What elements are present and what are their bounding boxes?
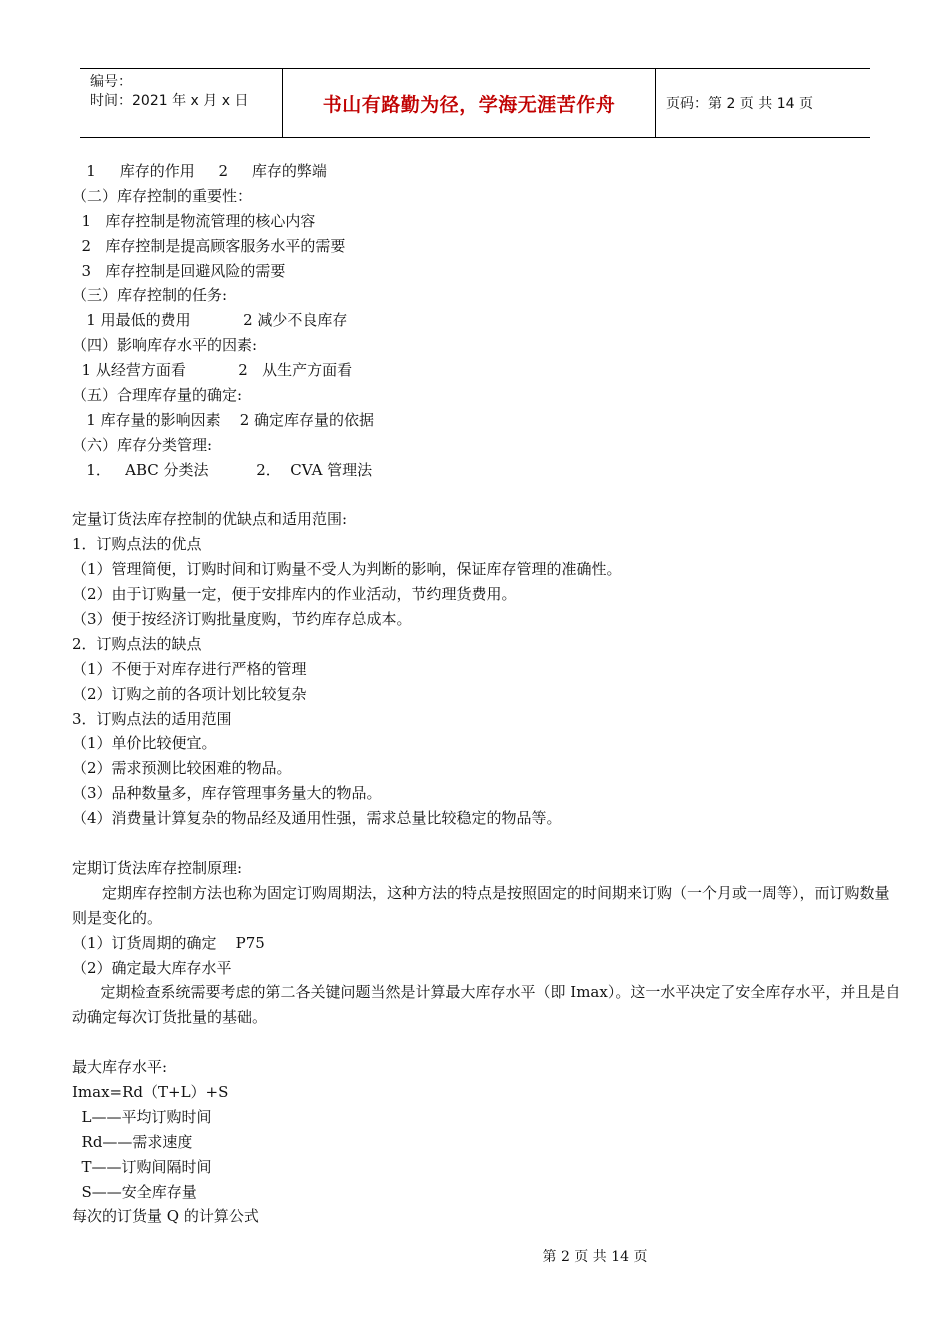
text-line: （1）订货周期的确定 P75: [72, 933, 265, 952]
text-line: Rd——需求速度: [72, 1132, 193, 1151]
text-line: 1 库存量的影响因素 2 确定库存量的依据: [72, 410, 375, 429]
text-line: 3 库存控制是回避风险的需要: [72, 261, 286, 280]
text-line: T——订购间隔时间: [72, 1157, 212, 1176]
text-line: （1）单价比较便宜。: [72, 734, 217, 753]
text-line: S——安全库存量: [72, 1182, 197, 1201]
text-line: L——平均订购时间: [72, 1107, 212, 1126]
blank-line: [72, 1030, 902, 1055]
text-line: 1．订购点法的优点: [72, 535, 202, 554]
paragraph-fixed-period: 定期库存控制方法也称为固定订购周期法，这种方法的特点是按照固定的时间期来订购（一个月或一周等），而订购数量则是变化的。: [72, 883, 890, 927]
header-page-info: 页码：第 2 页 共 14 页: [666, 96, 813, 112]
text-line: （四）影响库存水平的因素:: [72, 336, 258, 355]
text-line: 2．订购点法的缺点: [72, 634, 202, 653]
text-line: （2）需求预测比较困难的物品。: [72, 759, 292, 778]
text-line: （4）消费量计算复杂的物品经及通用性强，需求总量比较稳定的物品等。: [72, 809, 562, 828]
text-line: （三）库存控制的任务:: [72, 286, 228, 305]
text-line: 1 库存控制是物流管理的核心内容: [72, 211, 316, 230]
text-line: （2）订购之前的各项计划比较复杂: [72, 684, 307, 703]
text-line: 每次的订货量 Q 的计算公式: [72, 1207, 259, 1226]
text-line: （五）合理库存量的确定:: [72, 386, 243, 405]
document-body: [72, 159, 902, 1229]
text-line: 1 从经营方面看 2 从生产方面看: [72, 361, 353, 380]
text-line: 1 库存的作用 2 库存的弊端: [72, 162, 327, 180]
serial-label: 编号：: [90, 74, 132, 90]
text-line: 定量订货法库存控制的优缺点和适用范围:: [72, 510, 348, 529]
date-line: 时间：2021 年 x 月 x 日: [90, 93, 249, 109]
header-left-cell: [80, 69, 282, 137]
text-line: 2 库存控制是提高顾客服务水平的需要: [72, 236, 346, 255]
text-line: （二）库存控制的重要性：: [72, 186, 253, 205]
text-line: Imax=Rd（T+L）+S: [72, 1083, 229, 1102]
page-header: [80, 68, 870, 138]
paragraph-max-inventory: 定期检查系统需要考虑的第二各关键问题当然是计算最大库存水平（即 Imax）。这一水平决定了安全库存水平，并且是自动确定每次订货批量的基础。: [72, 983, 901, 1027]
text-line: （1）管理简便，订购时间和订购量不受人为判断的影响，保证库存管理的准确性。: [72, 560, 622, 579]
page-footer: 第 2 页 共 14 页: [542, 1249, 648, 1265]
text-line: 1． ABC 分类法 2． CVA 管理法: [72, 460, 373, 479]
body-lines-block-2: [72, 931, 902, 981]
text-line: （3）品种数量多，库存管理事务量大的物品。: [72, 784, 382, 803]
header-motto: 书山有路勤为径，学海无涯苦作舟: [282, 69, 656, 137]
text-line: 1 用最低的费用 2 减少不良库存: [72, 311, 348, 330]
text-line: （2）由于订购量一定，便于安排库内的作业活动，节约理货费用。: [72, 585, 517, 604]
text-line: （六）库存分类管理:: [72, 435, 213, 454]
text-line: 3．订购点法的适用范围: [72, 709, 232, 728]
body-lines-block-3: [72, 1030, 902, 1229]
body-lines-block-1: [72, 159, 902, 881]
text-line: 最大库存水平:: [72, 1058, 168, 1077]
blank-line: [72, 483, 902, 508]
text-line: （1）不便于对库存进行严格的管理: [72, 659, 307, 678]
text-line: 定期订货法库存控制原理:: [72, 858, 243, 877]
text-line: （2）确定最大库存水平: [72, 958, 232, 977]
text-line: （3）便于按经济订购批量度购，节约库存总成本。: [72, 610, 412, 629]
blank-line: [72, 831, 902, 856]
